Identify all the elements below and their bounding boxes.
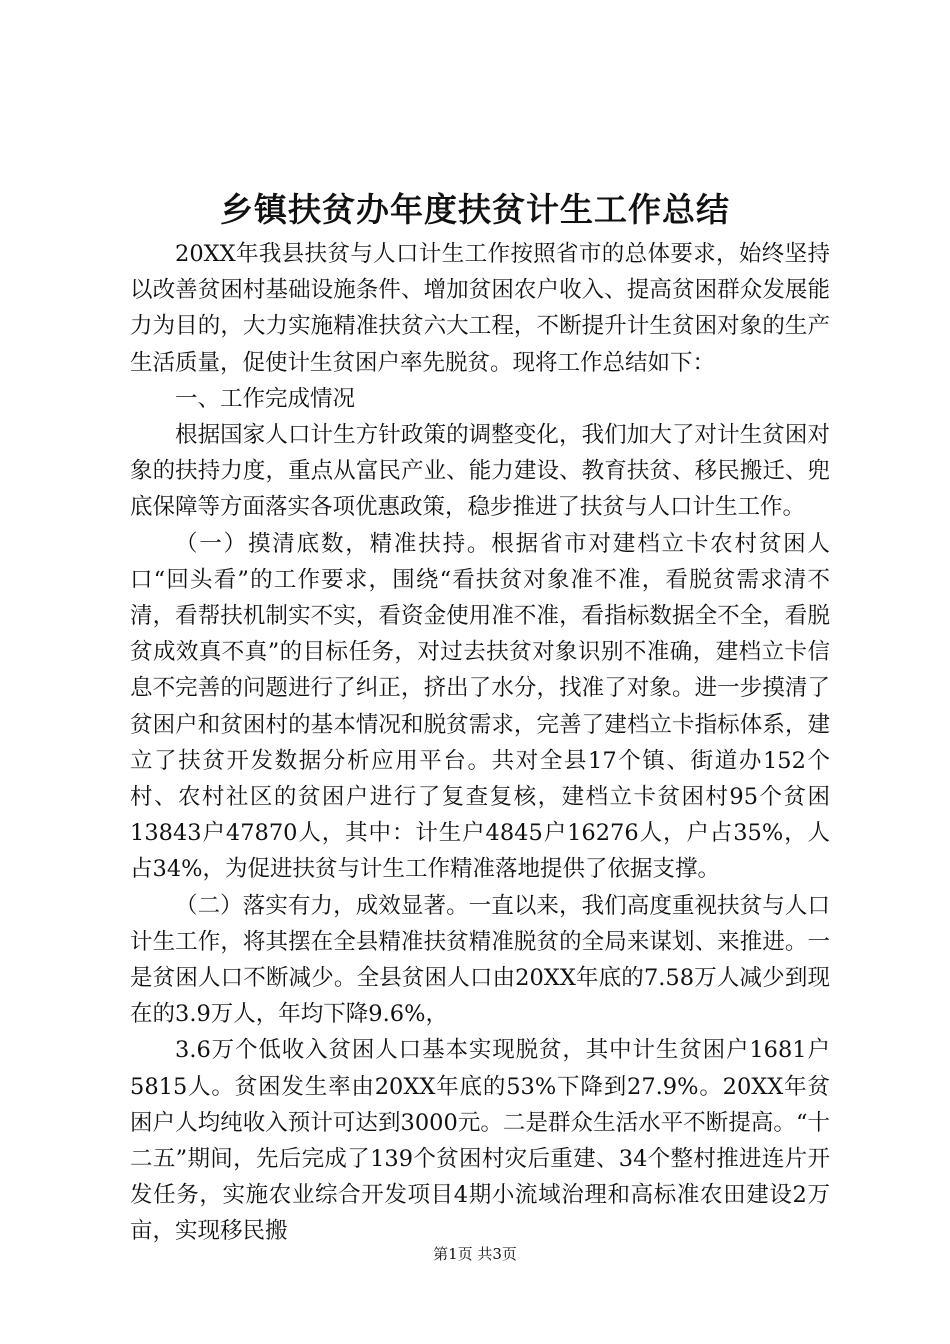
document-body: [130, 236, 830, 1250]
section-heading-work-completion: 一、工作完成情况: [175, 385, 356, 412]
document-title: 乡镇扶贫办年度扶贫计生工作总结: [220, 190, 730, 229]
paragraph-poverty-reduction: 3.6万个低收入贫困人口基本实现脱贫，其中计生贫困户1681户5815人。贫困发生率由20XX年底的53%下降到27.9%。20XX年贫困户人均纯收入预计可达到3000元。二是群众生活水平不断提高。“十二五”期间，先后完成了139个贫困村灾后重建、34个整村推进连片开发任务，实施农业综合开发项目4期小流域治理和高标准农田建设2万亩，实现移民搬: [130, 1037, 830, 1245]
paragraph-precise-support: （一）摸清底数，精准扶持。根据省市对建档立卡农村贫困人口“回头看”的工作要求，围绕“看扶贫对象准不准，看脱贫需求清不清，看帮扶机制实不实，看资金使用准不准，看指标数据全不全，看脱贫成效真不真”的目标任务，对过去扶贫对象识别不准确，建档立卡信息不完善的问题进行了纠正，挤出了水分，找准了对象。进一步摸清了贫困户和贫困村的基本情况和脱贫需求，完善了建档立卡指标体系，建立了扶贫开发数据分析应用平台。共对全县17个镇、街道办152个村、农村社区的贫困户进行了复查复核，建档立卡贫困村95个贫困13843户47870人，其中：计生户4845户16276人，户占35%，人占34%，为促进扶贫与计生工作精准落地提供了依据支撑。: [130, 530, 830, 883]
paragraph-intro: 20XX年我县扶贫与人口计生工作按照省市的总体要求，始终坚持以改善贫困村基础设施条件、增加贫困农户收入、提高贫困群众发展能力为目的，大力实施精准扶贫六大工程，不断提升计生贫困对象的生产生活质量，促使计生贫困户率先脱贫。现将工作总结如下：: [130, 241, 830, 376]
paragraph-effective-results: （二）落实有力，成效显著。一直以来，我们高度重视扶贫与人口计生工作，将其摆在全县精准扶贫精准脱贫的全局来谋划、来推进。一是贫困人口不断减少。全县贫困人口由20XX年底的7.58万人减少到现在的3.9万人，年均下降9.6%，: [130, 892, 830, 1028]
paragraph-policy-support: 根据国家人口计生方针政策的调整变化，我们加大了对计生贫困对象的扶持力度，重点从富民产业、能力建设、教育扶贫、移民搬迁、兜底保障等方面落实各项优惠政策，稳步推进了扶贫与人口计生工作。: [130, 422, 830, 521]
page-footer: 第1页 共3页: [433, 1245, 517, 1263]
